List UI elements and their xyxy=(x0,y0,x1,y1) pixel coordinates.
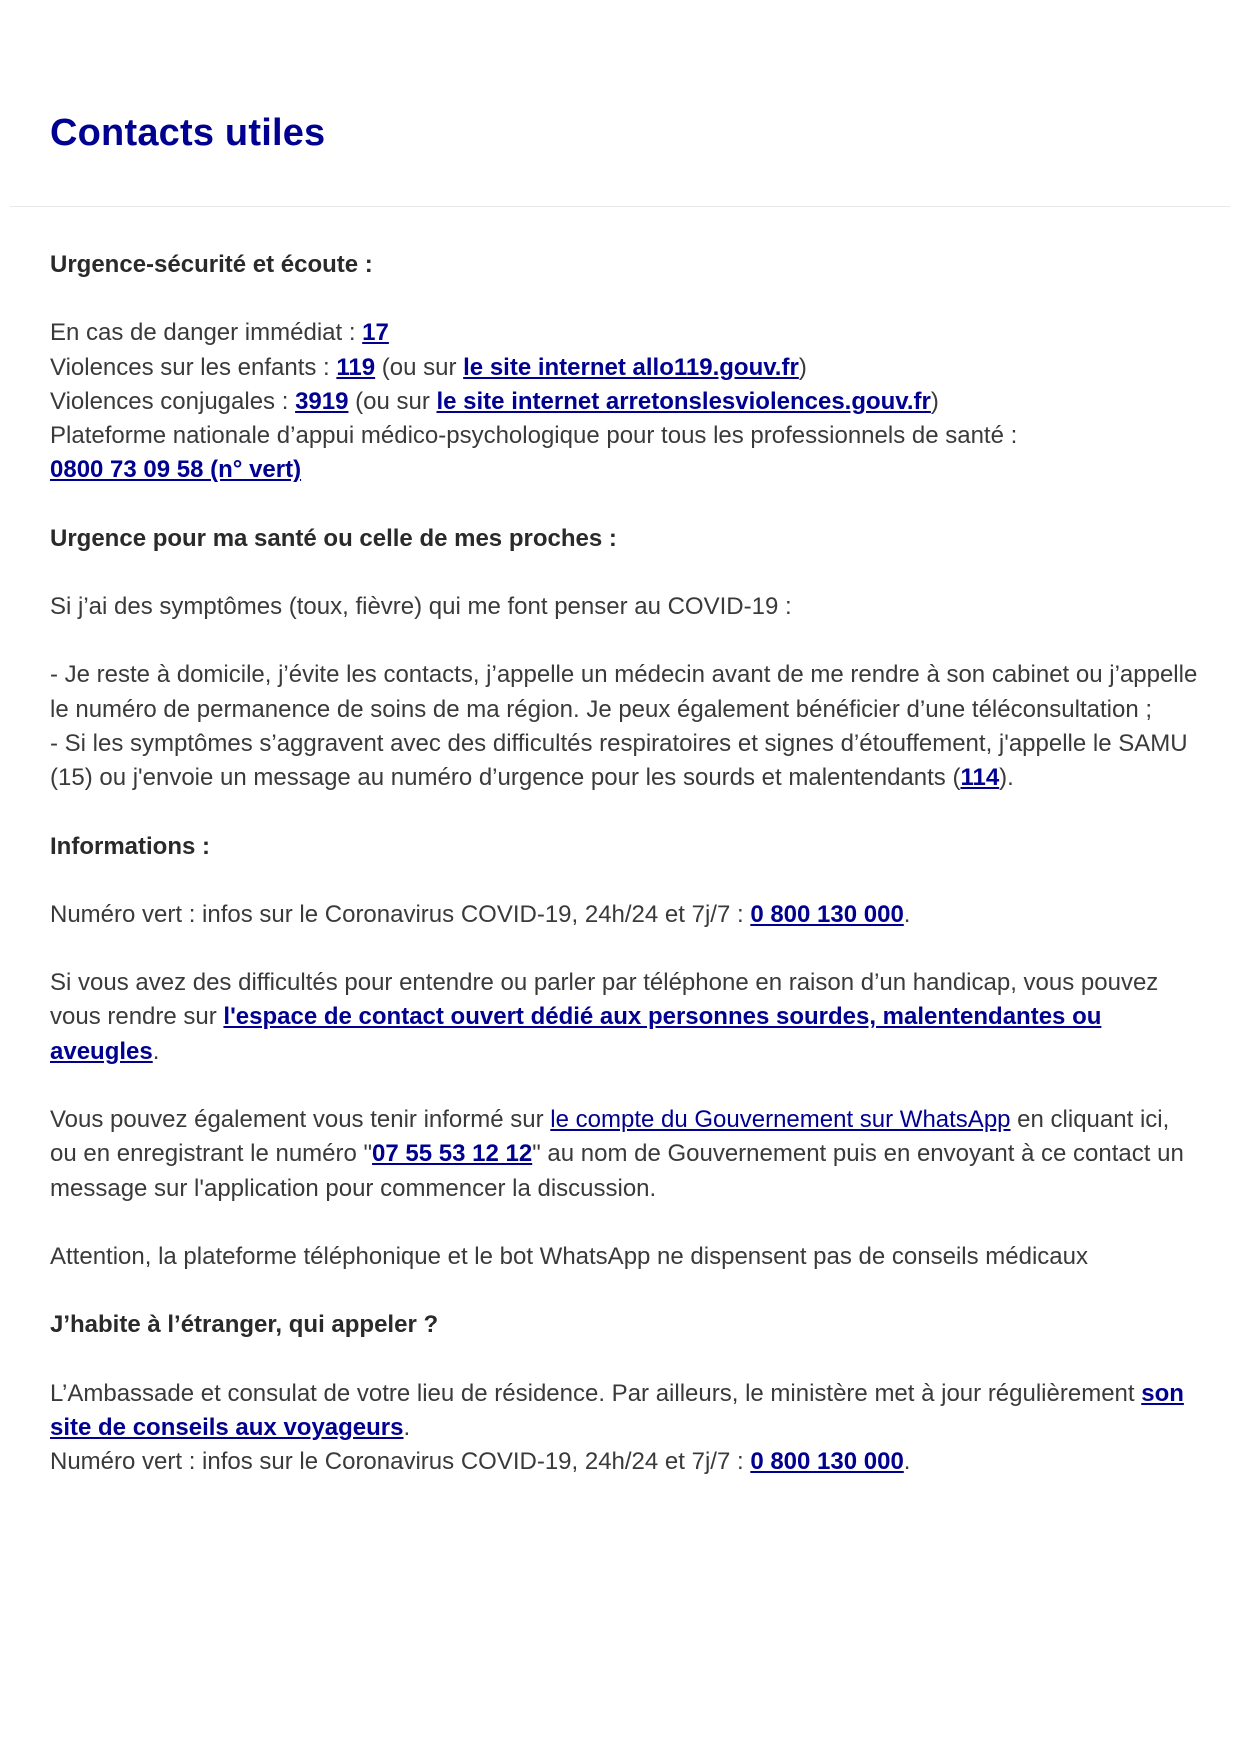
link-conseils-voyageurs[interactable]: son site de conseils aux voyageurs xyxy=(50,1379,1184,1441)
phone-link-114[interactable]: 114 xyxy=(960,764,1000,792)
link-espace-contact-handicap[interactable]: l'espace de contact ouvert dédié aux personnes sourdes, malentendantes ou aveugles xyxy=(50,1003,1102,1065)
attention-paragraph: Attention, la plateforme téléphonique et le bot WhatsApp ne dispensent pas de conseils médicaux xyxy=(50,1242,1088,1270)
link-whatsapp-gouvernement[interactable]: le compte du Gouvernement sur WhatsApp xyxy=(550,1106,1011,1134)
phone-link-17[interactable]: 17 xyxy=(362,319,389,347)
urgence-securite-list xyxy=(50,316,1200,487)
contacts-content xyxy=(50,248,1200,1513)
link-arretonslesviolences[interactable]: le site internet arretonslesviolences.gouv.fr xyxy=(436,387,931,415)
ambassade-end: . xyxy=(403,1413,411,1441)
plateforme-label: Plateforme nationale d’appui médico-psychologique pour tous les professionnels de santé : xyxy=(50,422,1018,450)
section-heading-etranger: J’habite à l’étranger, qui appeler ? xyxy=(50,1311,439,1339)
phone-link-numero-vert[interactable]: 0 800 130 000 xyxy=(750,900,904,928)
handicap-end: . xyxy=(152,1037,160,1065)
ambassade-text: L’Ambassade et consulat de votre lieu de résidence. Par ailleurs, le ministère met à jour régulièrement xyxy=(50,1379,1142,1407)
whatsapp-text: Vous pouvez également vous tenir informé sur xyxy=(50,1106,551,1134)
numero-vert-line xyxy=(50,898,1200,932)
title-divider xyxy=(10,206,1230,207)
link-allo119[interactable]: le site internet allo119.gouv.fr xyxy=(463,353,799,381)
numero-vert-label: Numéro vert : infos sur le Coronavirus COVID-19, 24h/24 et 7j/7 : xyxy=(50,900,751,928)
symptomes-item-2-end: ). xyxy=(999,764,1014,792)
phone-link-numero-vert-medico[interactable]: 0800 73 09 58 (n° vert) xyxy=(50,456,302,484)
etranger-numero-vert-end: . xyxy=(903,1448,911,1476)
handicap-paragraph xyxy=(50,966,1200,1069)
whatsapp-paragraph xyxy=(50,1103,1200,1206)
enfants-mid: (ou sur xyxy=(375,353,464,381)
symptomes-item-2: - Si les symptômes s’aggravent avec des difficultés respiratoires et signes d’étouffement, j'appelle le SAMU (15) ou j'envoie un message au numéro d’urgence pour les sourds et malentendants ( xyxy=(50,729,1188,792)
handicap-text: Si vous avez des difficultés pour entendre ou parler par téléphone en raison d’un handicap, vous pouvez vous rendre sur xyxy=(50,969,1159,1031)
enfants-end: ) xyxy=(798,353,807,381)
whatsapp-mid: en cliquant ici, ou en enregistrant le numéro " xyxy=(50,1106,1170,1168)
numero-vert-end: . xyxy=(903,900,911,928)
conjugales-label: Violences conjugales : xyxy=(50,387,296,415)
etranger-paragraph xyxy=(50,1377,1200,1480)
phone-link-whatsapp[interactable]: 07 55 53 12 12 xyxy=(372,1140,533,1168)
enfants-label: Violences sur les enfants : xyxy=(50,353,337,381)
whatsapp-end: " au nom de Gouvernement puis en envoyant à ce contact un message sur l'application pour commencer la discussion. xyxy=(50,1140,1184,1202)
section-heading-urgence-securite: Urgence-sécurité et écoute : xyxy=(50,251,373,278)
section-heading-urgence-sante: Urgence pour ma santé ou celle de mes proches : xyxy=(50,524,617,552)
symptomes-intro: Si j’ai des symptômes (toux, fièvre) qui me font penser au COVID-19 : xyxy=(50,593,792,621)
phone-link-3919[interactable]: 3919 xyxy=(295,387,349,415)
section-heading-informations: Informations : xyxy=(50,832,210,860)
danger-label: En cas de danger immédiat : xyxy=(50,319,363,347)
symptomes-item-1: - Je reste à domicile, j’évite les contacts, j’appelle un médecin avant de me rendre à son cabinet ou j’appelle le numéro de permanence de soins de ma région. Je peux également bénéficier d’une téléconsultation ; xyxy=(50,661,1198,723)
page-title: Contacts utiles xyxy=(50,112,326,154)
symptomes-list xyxy=(50,658,1200,795)
conjugales-end: ) xyxy=(930,387,939,415)
phone-link-119[interactable]: 119 xyxy=(336,353,376,381)
etranger-numero-vert-label: Numéro vert : infos sur le Coronavirus COVID-19, 24h/24 et 7j/7 : xyxy=(50,1448,751,1476)
phone-link-numero-vert-etranger[interactable]: 0 800 130 000 xyxy=(750,1448,904,1476)
conjugales-mid: (ou sur xyxy=(348,387,437,415)
